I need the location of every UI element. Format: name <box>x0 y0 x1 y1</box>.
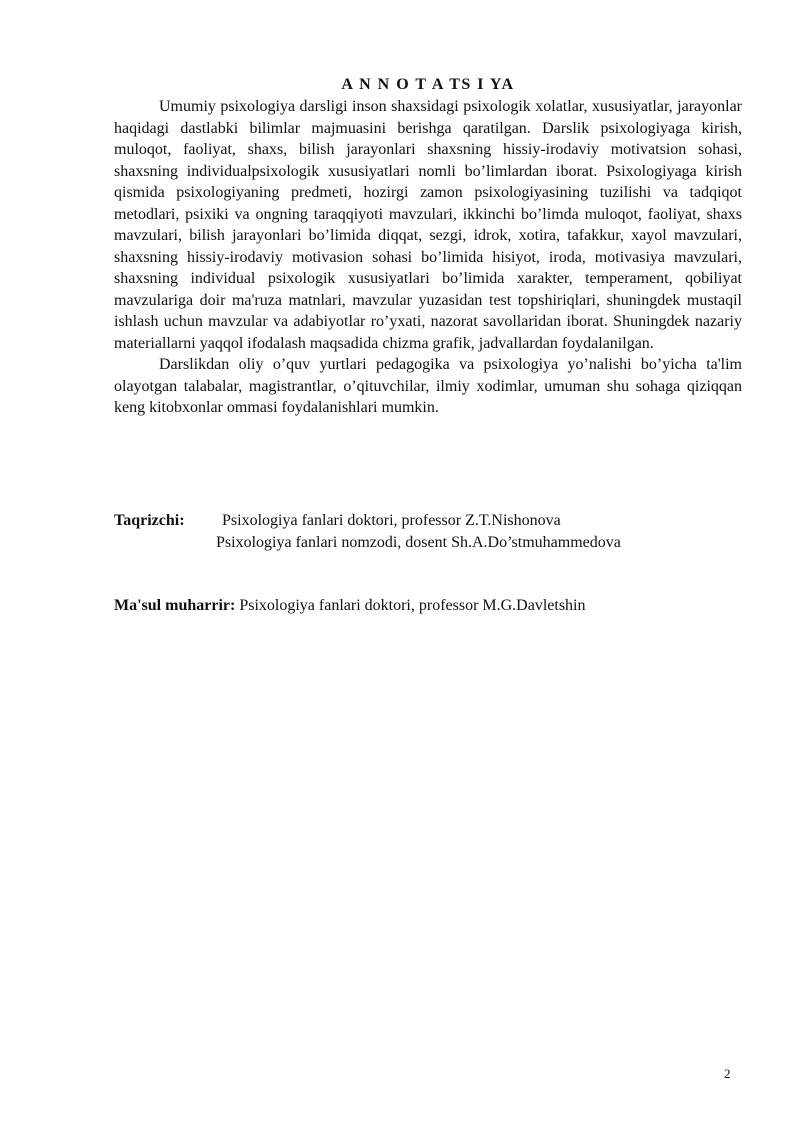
editor-text: Psixologiya fanlari doktori, professor M.G.Davletshin <box>235 597 586 614</box>
paragraph-1: Umumiy psixologiya darsligi inson shaxsidagi psixologik xolatlar, xususiyatlar, jarayonlar haqidagi dastlabki bilimlar majmuasini berishga qaratilgan. Darslik psixologiyaga kirish, muloqot, faoliyat, shaxs, bilish jarayonlari shaxsning hissiy-irodaviy motivatsion sohasi, shaxsning individualpsixologik xususiyatlari nomli bo’limlardan iborat. Psixologiyaga kirish qismida psixologiyaning predmeti, hozirgi zamon psixologiyasining tuzilishi va tadqiqot metodlari, psixiki va ongning taraqqiyoti mavzulari, ikkinchi bo’limda muloqot, faoliyat, shaxs mavzulari, bilish jarayonlari bo’limida diqqat, sezgi, idrok, xotira, tafakkur, xayol mavzulari, shaxsning hissiy-irodaviy motivasion sohasi bo’limida hisiyot, iroda, motivasiya mavzulari, shaxsning individual psixologik xususiyatlari bo’limida xarakter, temperament, qobiliyat mavzulariga doir ma'ruza matnlari, mavzular yuzasidan test topshiriqlari, shuningdek mustaqil ishlash uchun mavzular va adabiyotlar ro’yxati, nazorat savollaridan iborat. Shuningdek nazariy materiallarni yaqqol ifodalash maqsadida chizma grafik, jadvallardan foydalanilgan. <box>114 98 742 352</box>
reviewers-label: Taqrizchi: <box>114 512 185 529</box>
editor-block <box>114 595 586 617</box>
page-title: A N N O T A TS I YA <box>341 76 515 93</box>
reviewer-1: Psixologiya fanlari doktori, professor Z.T.Nishonova <box>222 512 561 529</box>
annotation-body <box>114 96 742 419</box>
reviewers-block <box>114 510 754 554</box>
reviewer-row-2 <box>114 532 754 554</box>
page-number: 2 <box>724 1066 731 1081</box>
editor-label: Ma'sul muharrir: <box>114 597 236 614</box>
reviewer-2: Psixologiya fanlari nomzodi, dosent Sh.A.Do’stmuhammedova <box>216 534 621 551</box>
paragraph-2: Darslikdan oliy o’quv yurtlari pedagogika va psixologiya yo’nalishi bo’yicha ta'lim olayotgan talabalar, magistrantlar, o’qituvchilar, ilmiy xodimlar, umuman shu sohaga qiziqqan keng kitobxonlar ommasi foydalanishlari mumkin. <box>114 356 742 416</box>
reviewer-row-1 <box>114 510 754 532</box>
